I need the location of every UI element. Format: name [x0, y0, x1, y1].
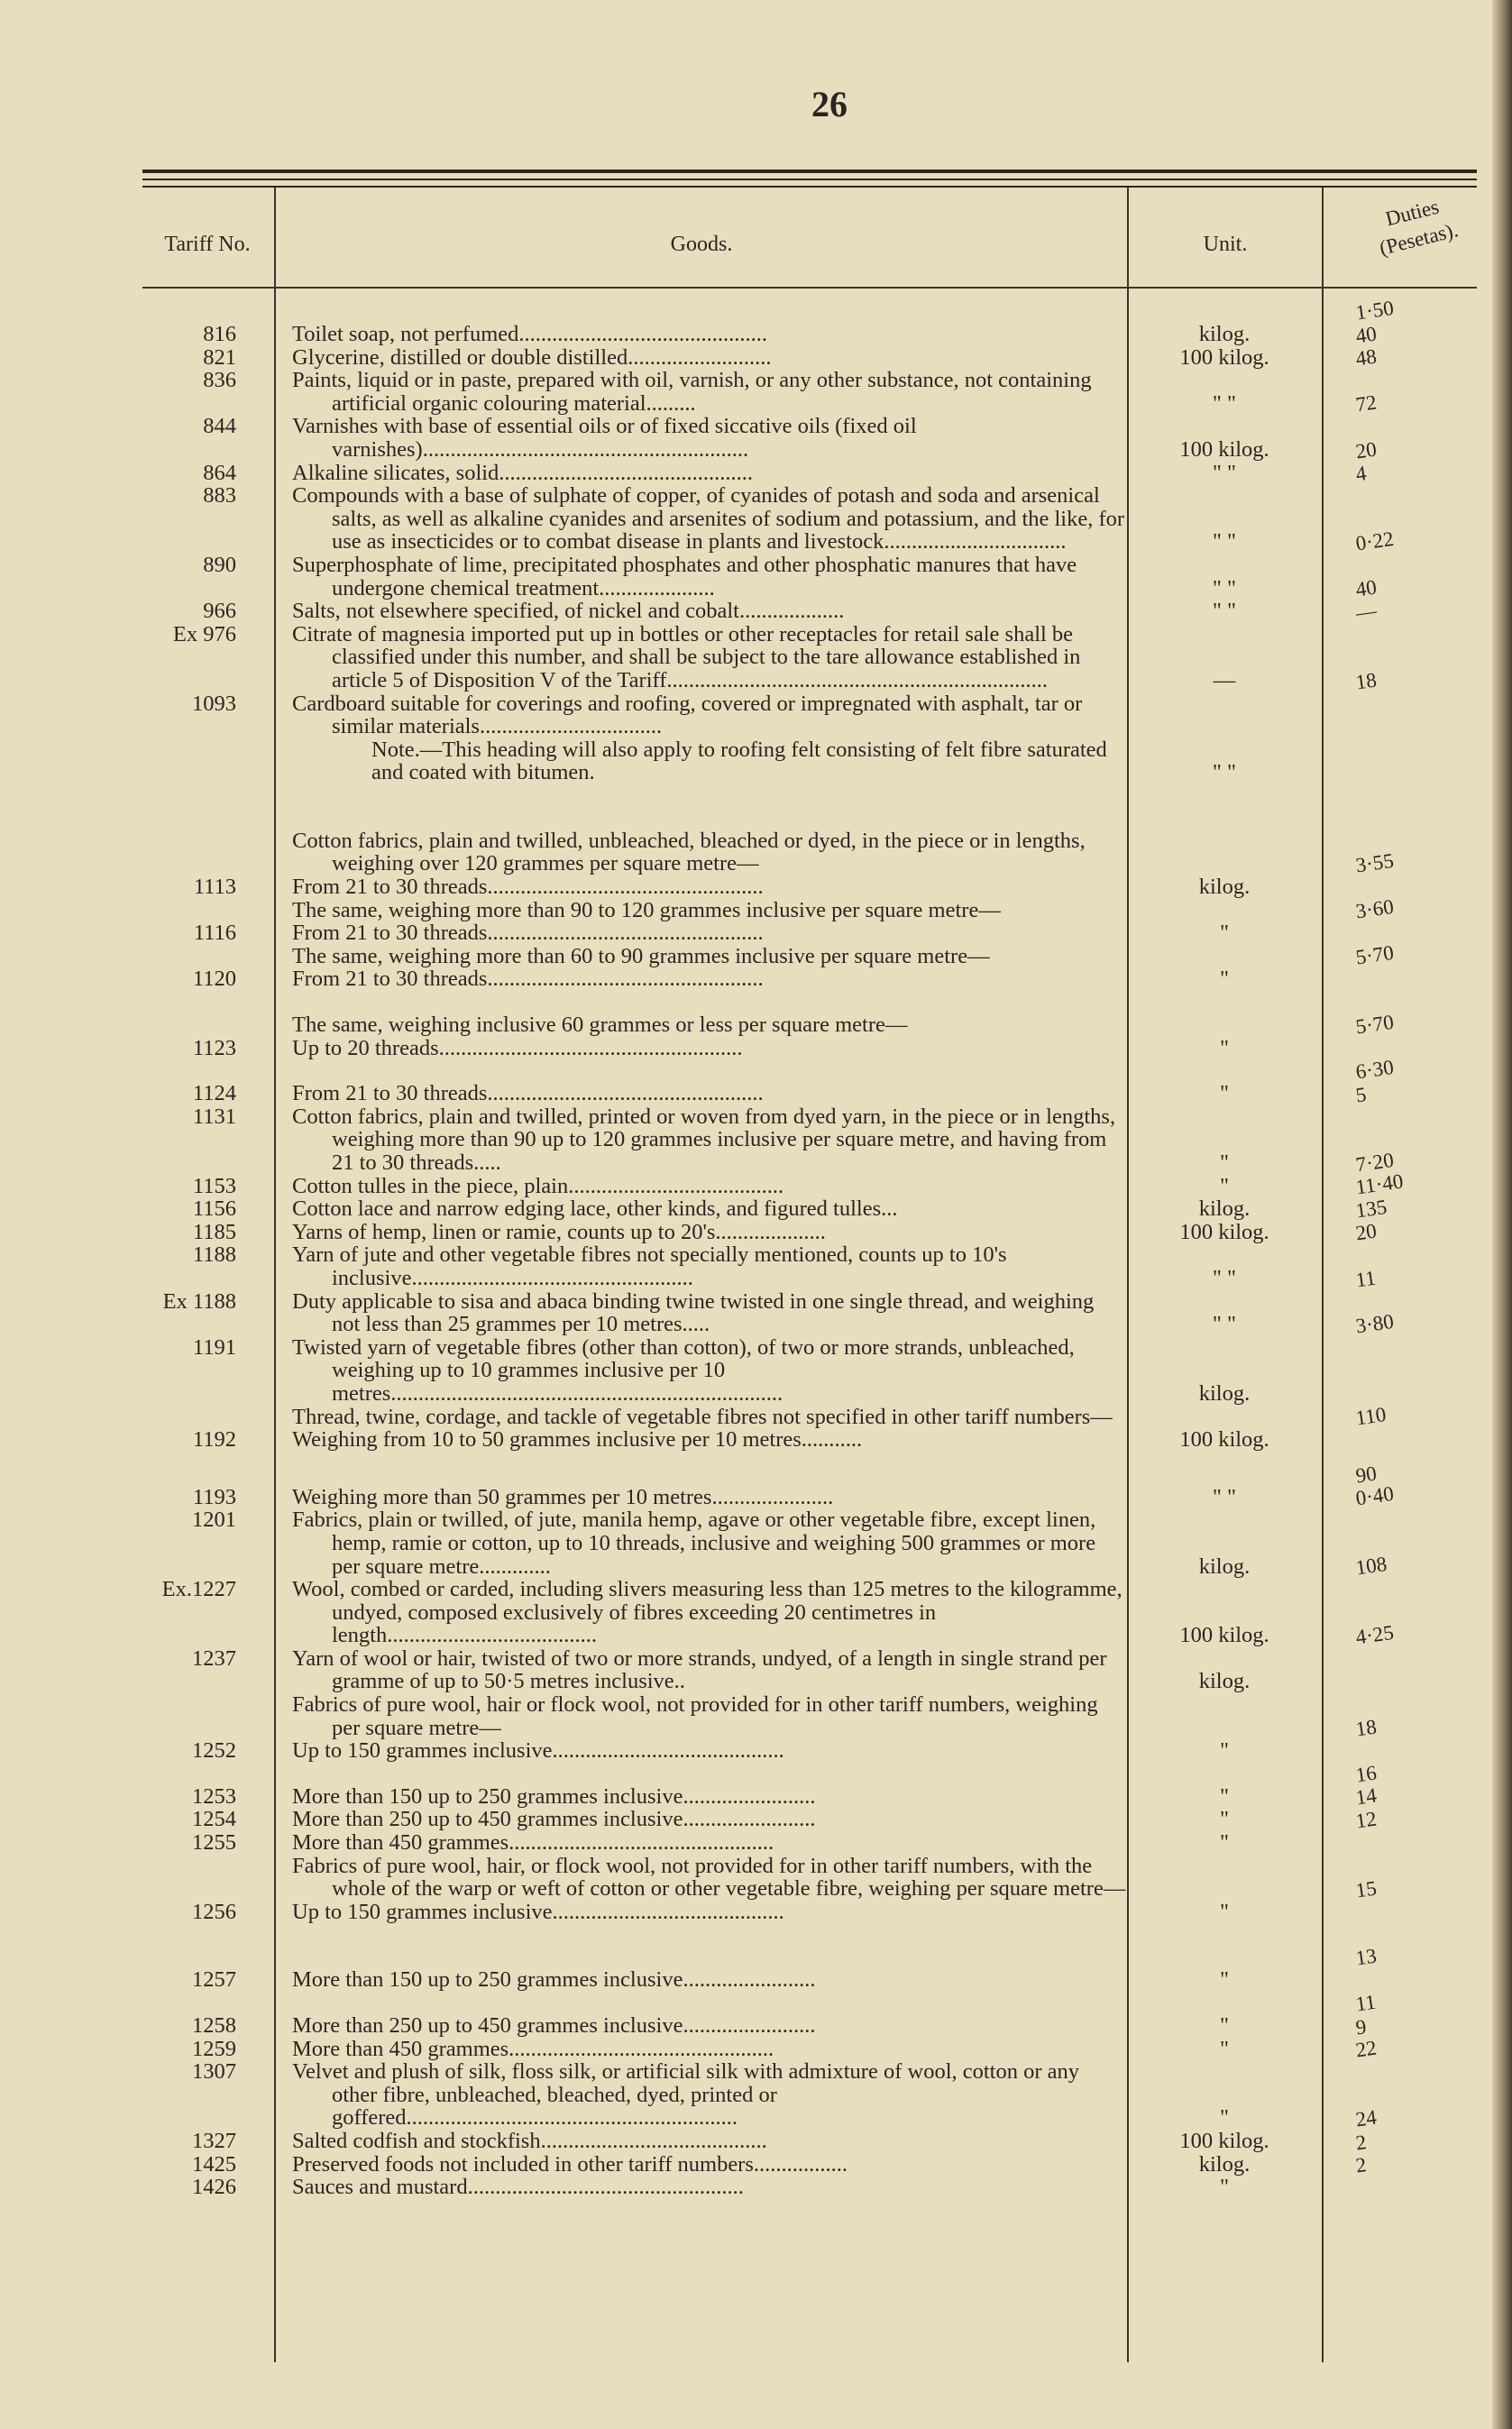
tariff-number: 1192	[192, 1427, 236, 1453]
table-row	[0, 1990, 1512, 2038]
duty-value: 4	[1354, 462, 1368, 486]
goods-text: From 21 to 30 threads..................................................	[292, 921, 764, 946]
goods-text: Up to 20 threads.......................................................	[292, 1035, 743, 1060]
goods-text: Cotton tulles in the piece, plain.......................................	[292, 1173, 784, 1198]
goods-text: Twisted yarn of vegetable fibres (other than cotton), of two or more strands, unbleached, weighing up to 10 grammes inclusive per 10 metres.......................................................................	[292, 1334, 1075, 1406]
tariff-table-body	[0, 296, 1512, 2200]
tariff-number: 1124	[192, 1081, 236, 1106]
unit-value: "	[1219, 2013, 1229, 2038]
duty-value: 20	[1354, 437, 1379, 463]
unit-value: 100 kilog.	[1179, 1219, 1269, 1244]
tariff-number: 864	[203, 460, 236, 485]
tariff-number: 1259	[192, 2036, 236, 2061]
goods-description	[292, 1486, 1127, 1509]
goods-text: Compounds with a base of sulphate of copper, of cyanides of potash and soda and arsenical salts, as well as alkaline cyanides and arsenites of sodium and potassium, and the like, for use as insecticides or to combat disease in plants and livestock.................................	[292, 483, 1125, 555]
goods-text: Thread, twine, cordage, and tackle of vegetable fibres not specified in other tariff numbers—	[292, 1404, 1113, 1429]
goods-text: Fabrics of pure wool, hair or flock wool, not provided for in other tariff numbers, weighing per square metre—	[292, 1692, 1098, 1740]
unit-value: 100 kilog.	[1179, 1427, 1269, 1453]
tariff-number: 1156	[192, 1196, 236, 1222]
goods-description	[292, 967, 1127, 991]
goods-text: Fabrics of pure wool, hair, or flock wool, not provided for in other tariff numbers, with the whole of the warp or weft of cotton or other vegetable fibre, weighing per square metre—	[292, 1853, 1126, 1902]
unit-value: " "	[1212, 529, 1237, 555]
header-tariff-no: Tariff No.	[164, 233, 251, 256]
table-row	[0, 1761, 1512, 1809]
goods-text: Cotton fabrics, plain and twilled, unbleached, bleached or dyed, in the piece or in lengths, weighing over 120 grammes per square metre—	[292, 828, 1086, 876]
table-row	[0, 1693, 1512, 1739]
goods-text: Paints, liquid or in paste, prepared with oil, varnish, or any other substance, not containing artificial organic colouring material.........	[292, 368, 1092, 416]
tariff-number: 1253	[192, 1783, 236, 1809]
table-row	[0, 830, 1512, 875]
duty-value: 7·20	[1354, 1148, 1396, 1177]
duty-value: 108	[1354, 1552, 1388, 1580]
tariff-number	[0, 945, 236, 968]
table-row	[0, 1406, 1512, 1429]
goods-text: Wool, combed or carded, including slivers measuring less than 125 metres to the kilogramme, undyed, composed exclusively of fibres exceeding 20 centimetres in length......................................	[292, 1577, 1123, 1648]
table-row	[0, 527, 1512, 600]
tariff-number: 1237	[192, 1645, 236, 1671]
goods-description	[292, 1968, 1127, 1992]
header-duties: Duties (Pesetas).	[1377, 195, 1461, 260]
goods-text: Toilet soap, not perfumed.............................................	[292, 322, 768, 346]
duty-value: 11·40	[1354, 1169, 1405, 1199]
duty-value: 1·50	[1354, 296, 1396, 325]
unit-value: " "	[1212, 760, 1237, 785]
unit-value: "	[1219, 2036, 1229, 2061]
goods-description	[292, 1785, 1127, 1809]
tariff-number: 1254	[192, 1807, 236, 1832]
duty-value: 48	[1354, 344, 1379, 371]
table-row	[0, 899, 1512, 922]
unit-value: "	[1219, 1967, 1229, 1993]
tariff-number: 1191	[192, 1334, 236, 1360]
duty-value: 2	[1354, 2153, 1368, 2177]
tariff-number: 1256	[192, 1899, 236, 1924]
goods-text: Duty applicable to sisa and abaca binding twine twisted in one single thread, and weighing not less than 25 grammes per 10 metres.....	[292, 1288, 1095, 1337]
duty-value: 40	[1354, 575, 1379, 601]
header-unit: Unit.	[1203, 233, 1248, 256]
goods-description	[292, 1808, 1127, 1831]
tariff-number: Ex 976	[172, 621, 236, 646]
duty-value: 3·60	[1354, 895, 1396, 923]
tariff-number: 816	[203, 322, 236, 346]
goods-description	[292, 323, 1127, 346]
tariff-number	[0, 899, 236, 922]
table-row	[0, 945, 1512, 968]
header-bottom-rule	[142, 287, 1477, 289]
tariff-number: Ex.1227	[161, 1577, 236, 1602]
duty-value: 13	[1354, 1944, 1379, 1970]
goods-text: From 21 to 30 threads..................................................	[292, 875, 764, 900]
goods-description	[292, 1290, 1127, 1336]
tariff-number: 1327	[192, 2128, 236, 2153]
goods-text: Varnishes with base of essential oils or of fixed siccative oils (fixed oil varnishes)...........................................................	[292, 414, 917, 462]
tariff-number: 1201	[192, 1508, 236, 1533]
unit-value: " "	[1212, 390, 1237, 416]
table-row	[0, 1855, 1512, 1901]
goods-text: Sauces and mustard..................................................	[292, 2175, 744, 2200]
unit-value: 100 kilog.	[1179, 2128, 1269, 2153]
duty-value: 18	[1354, 1715, 1379, 1741]
unit-value: "	[1219, 1738, 1229, 1764]
goods-description	[292, 415, 1127, 461]
unit-value: kilog.	[1198, 322, 1251, 346]
duty-value: 11	[1354, 1990, 1378, 2016]
duty-value: 18	[1354, 667, 1379, 693]
duty-value: 12	[1354, 1807, 1379, 1833]
goods-description	[292, 1082, 1127, 1105]
goods-description	[292, 830, 1127, 875]
duty-value: 6·30	[1354, 1056, 1396, 1084]
tariff-number: 1255	[192, 1830, 236, 1856]
goods-description	[292, 346, 1127, 370]
goods-text: From 21 to 30 threads..................................................	[292, 967, 764, 992]
goods-description	[292, 1013, 1127, 1037]
duty-value: 72	[1354, 390, 1379, 417]
unit-value: "	[1219, 921, 1229, 946]
goods-text: Yarn of wool or hair, twisted of two or more strands, undyed, of a length in single strand per gramme of up to 50·5 metres inclusive..	[292, 1645, 1107, 1694]
goods-text: Cardboard suitable for coverings and roofing, covered or impregnated with asphalt, tar or similar materials.................................	[292, 691, 1083, 739]
duty-value: 110	[1354, 1403, 1388, 1430]
unit-value: kilog.	[1198, 875, 1251, 900]
goods-description	[292, 484, 1127, 554]
goods-description	[292, 1243, 1127, 1289]
header-rule-thin-2	[142, 186, 1477, 188]
goods-description	[292, 462, 1127, 485]
goods-description	[292, 369, 1127, 415]
goods-text: More than 150 up to 250 grammes inclusive........................	[292, 1967, 816, 1993]
goods-description	[292, 554, 1127, 600]
goods-description	[292, 1105, 1127, 1175]
unit-value: 100 kilog.	[1179, 1623, 1269, 1648]
tariff-number	[0, 1693, 236, 1739]
duty-value: 20	[1354, 1219, 1379, 1245]
unit-value: "	[1219, 967, 1229, 992]
tariff-number: 966	[203, 599, 236, 624]
unit-value: kilog.	[1198, 2151, 1251, 2177]
duty-value: —	[1354, 599, 1379, 625]
goods-text: Alkaline silicates, solid..............................................	[292, 460, 754, 485]
tariff-number: 1252	[192, 1738, 236, 1764]
goods-description	[292, 1693, 1127, 1739]
unit-value: —	[1213, 667, 1236, 692]
duty-value: 11	[1354, 1266, 1378, 1292]
tariff-number: 1185	[192, 1219, 236, 1244]
goods-text: The same, weighing more than 60 to 90 grammes inclusive per square metre—	[292, 943, 990, 968]
duty-value: 5·70	[1354, 1010, 1396, 1039]
tariff-number	[0, 1406, 236, 1429]
goods-text: More than 150 up to 250 grammes inclusive........................	[292, 1783, 816, 1809]
duty-value: 16	[1354, 1761, 1379, 1787]
unit-value: "	[1219, 1150, 1229, 1175]
goods-text: The same, weighing more than 90 to 120 grammes inclusive per square metre—	[292, 897, 1001, 922]
goods-description	[292, 600, 1127, 623]
duty-value: 15	[1354, 1876, 1379, 1902]
goods-description	[292, 2153, 1127, 2177]
duty-value: 0·22	[1354, 527, 1396, 555]
goods-description	[292, 1175, 1127, 1198]
tariff-number: Ex 1188	[162, 1288, 236, 1314]
tariff-number: 1258	[192, 2013, 236, 2038]
goods-description	[292, 1428, 1127, 1452]
unit-value: "	[1219, 2105, 1229, 2131]
goods-text: Glycerine, distilled or double distilled..........................	[292, 344, 772, 370]
duty-value: 40	[1354, 322, 1379, 348]
tariff-number: 1123	[192, 1035, 236, 1060]
unit-value: " "	[1212, 599, 1237, 624]
tariff-number: 1093	[192, 691, 236, 716]
unit-value: "	[1219, 1173, 1229, 1198]
tariff-number: 1188	[192, 1242, 236, 1268]
goods-description	[292, 1831, 1127, 1855]
goods-text: From 21 to 30 threads..................................................	[292, 1081, 764, 1106]
unit-value: "	[1219, 1899, 1229, 1924]
header-goods: Goods.	[670, 233, 733, 256]
goods-text: Fabrics, plain or twilled, of jute, manila hemp, agave or other vegetable fibre, except linen, hemp, ramie or cotton, up to 10 threads, inclusive and weighing 500 grammes or more per square metre.............	[292, 1508, 1096, 1579]
unit-value: " "	[1212, 460, 1237, 485]
duty-value: 5	[1354, 1082, 1368, 1107]
unit-value: kilog.	[1198, 1554, 1251, 1579]
duty-value: 2	[1354, 2130, 1368, 2155]
goods-text: Weighing from 10 to 50 grammes inclusive per 10 metres...........	[292, 1427, 863, 1453]
goods-description	[292, 1197, 1127, 1221]
goods-description	[292, 1578, 1127, 1647]
goods-text: More than 450 grammes................................................	[292, 1830, 774, 1856]
unit-value: kilog.	[1198, 1380, 1251, 1406]
tariff-number: 890	[203, 552, 236, 577]
tariff-number: 1113	[193, 875, 236, 900]
goods-description	[292, 1221, 1127, 1244]
goods-description	[292, 2014, 1127, 2038]
goods-description	[292, 945, 1127, 968]
table-row	[0, 296, 1512, 346]
unit-value: " "	[1212, 575, 1237, 600]
tariff-number	[0, 1013, 236, 1037]
table-row	[0, 1056, 1512, 1106]
tariff-number: 1257	[192, 1967, 236, 1993]
duty-value: 22	[1354, 2036, 1379, 2062]
goods-description	[292, 921, 1127, 945]
tariff-number: 1425	[192, 2151, 236, 2177]
unit-value: " "	[1212, 1312, 1237, 1337]
tariff-number	[0, 1855, 236, 1901]
tariff-number: 844	[203, 414, 236, 439]
table-row	[0, 1462, 1512, 1509]
header-rule-thin	[142, 179, 1477, 180]
tariff-number: 1120	[192, 967, 236, 992]
duty-value: 4·25	[1354, 1620, 1396, 1649]
goods-description	[292, 875, 1127, 899]
goods-text: Preserved foods not included in other tariff numbers.................	[292, 2151, 848, 2177]
unit-value: "	[1219, 1783, 1229, 1809]
duty-value: 90	[1354, 1462, 1379, 1488]
duty-value: 0·40	[1354, 1482, 1396, 1510]
duty-value: 24	[1354, 2105, 1379, 2131]
table-row	[0, 1148, 1512, 1198]
goods-description	[292, 899, 1127, 922]
tariff-number: 1131	[192, 1104, 236, 1129]
tariff-number: 1153	[192, 1173, 236, 1198]
goods-text: The same, weighing inclusive 60 grammes or less per square metre—	[292, 1013, 908, 1038]
unit-value: 100 kilog.	[1179, 436, 1269, 462]
goods-description	[292, 692, 1127, 784]
unit-value: " "	[1212, 1484, 1237, 1509]
goods-description	[292, 1855, 1127, 1901]
unit-value: kilog.	[1198, 1196, 1251, 1222]
goods-description	[292, 2130, 1127, 2153]
unit-value: "	[1219, 2175, 1229, 2200]
goods-text: Salts, not elsewhere specified, of nickel and cobalt...................	[292, 599, 845, 624]
header-rule-thick	[142, 170, 1477, 173]
goods-text: Up to 150 grammes inclusive..........................................	[292, 1738, 784, 1764]
duty-value: 135	[1354, 1195, 1388, 1223]
tariff-number: 1116	[193, 921, 236, 946]
goods-text: More than 250 up to 450 grammes inclusive........................	[292, 2013, 816, 2038]
goods-text: Citrate of magnesia imported put up in bottles or other receptacles for retail sale shall be classified under this number, and shall be subject to the tare allowance established in article 5 of Disposition V of the Tariff.....................................................................	[292, 621, 1081, 692]
goods-text: Superphosphate of lime, precipitated phosphates and other phosphatic manures that have undergone chemical treatment.....................	[292, 552, 1077, 600]
goods-description	[292, 2038, 1127, 2061]
duty-value: 3·55	[1354, 848, 1396, 877]
goods-description	[292, 1508, 1127, 1578]
goods-text: Velvet and plush of silk, floss silk, or artificial silk with admixture of wool, cotton or any other fibre, unbleached, bleached, dyed, printed or goffered............................................................	[292, 2059, 1080, 2131]
goods-description	[292, 2060, 1127, 2130]
unit-value: "	[1219, 1807, 1229, 1832]
tariff-number	[0, 830, 236, 875]
goods-description	[292, 1406, 1127, 1429]
unit-value: 100 kilog.	[1179, 344, 1269, 370]
goods-text: Yarns of hemp, linen or ramie, counts up to 20's....................	[292, 1219, 826, 1244]
goods-description	[292, 1647, 1127, 1693]
goods-description	[292, 1739, 1127, 1763]
duty-value: 9	[1354, 2014, 1368, 2039]
page-number: 26	[811, 84, 848, 124]
table-row	[0, 1013, 1512, 1037]
goods-description	[292, 2176, 1127, 2199]
goods-text: Salted codfish and stockfish.........................................	[292, 2128, 767, 2153]
goods-description	[292, 1901, 1127, 1924]
tariff-number: 1307	[192, 2059, 236, 2085]
table-row	[0, 667, 1512, 785]
tariff-number: 821	[203, 344, 236, 370]
goods-text: More than 250 up to 450 grammes inclusive........................	[292, 1807, 816, 1832]
goods-text: More than 450 grammes................................................	[292, 2036, 774, 2061]
tariff-number: 836	[203, 368, 236, 393]
duty-value: 5·70	[1354, 941, 1396, 969]
tariff-number: 1426	[192, 2175, 236, 2200]
goods-text: Up to 150 grammes inclusive..........................................	[292, 1899, 784, 1924]
unit-value: "	[1219, 1830, 1229, 1856]
goods-text: Weighing more than 50 grammes per 10 metres......................	[292, 1484, 834, 1509]
unit-value: "	[1219, 1035, 1229, 1060]
table-row	[0, 1552, 1512, 1648]
duty-value: 3·80	[1354, 1309, 1396, 1338]
goods-description	[292, 1037, 1127, 1060]
table-row	[0, 1944, 1512, 1993]
goods-text: Yarn of jute and other vegetable fibres not specially mentioned, counts up to 10's inclusive...................................................	[292, 1242, 1007, 1290]
goods-text: Cotton fabrics, plain and twilled, printed or woven from dyed yarn, in the piece or in lengths, weighing more than 90 up to 120 grammes inclusive per square metre, and having from 21 to 30 threads.....	[292, 1104, 1116, 1175]
tariff-number: 1193	[192, 1484, 236, 1509]
goods-description	[292, 623, 1127, 692]
unit-value: kilog.	[1198, 1669, 1251, 1694]
duty-value	[1322, 789, 1491, 812]
tariff-number: 883	[203, 483, 236, 509]
goods-text: Cotton lace and narrow edging lace, other kinds, and figured tulles...	[292, 1196, 898, 1222]
table-row	[0, 2105, 1512, 2153]
duty-value: 14	[1354, 1783, 1379, 1810]
goods-description	[292, 1336, 1127, 1406]
unit-value: " "	[1212, 1265, 1237, 1290]
goods-note: Note.—This heading will also apply to roofing felt consisting of felt fibre saturated and coated with bitumen.	[371, 737, 1107, 785]
unit-value: "	[1219, 1081, 1229, 1106]
